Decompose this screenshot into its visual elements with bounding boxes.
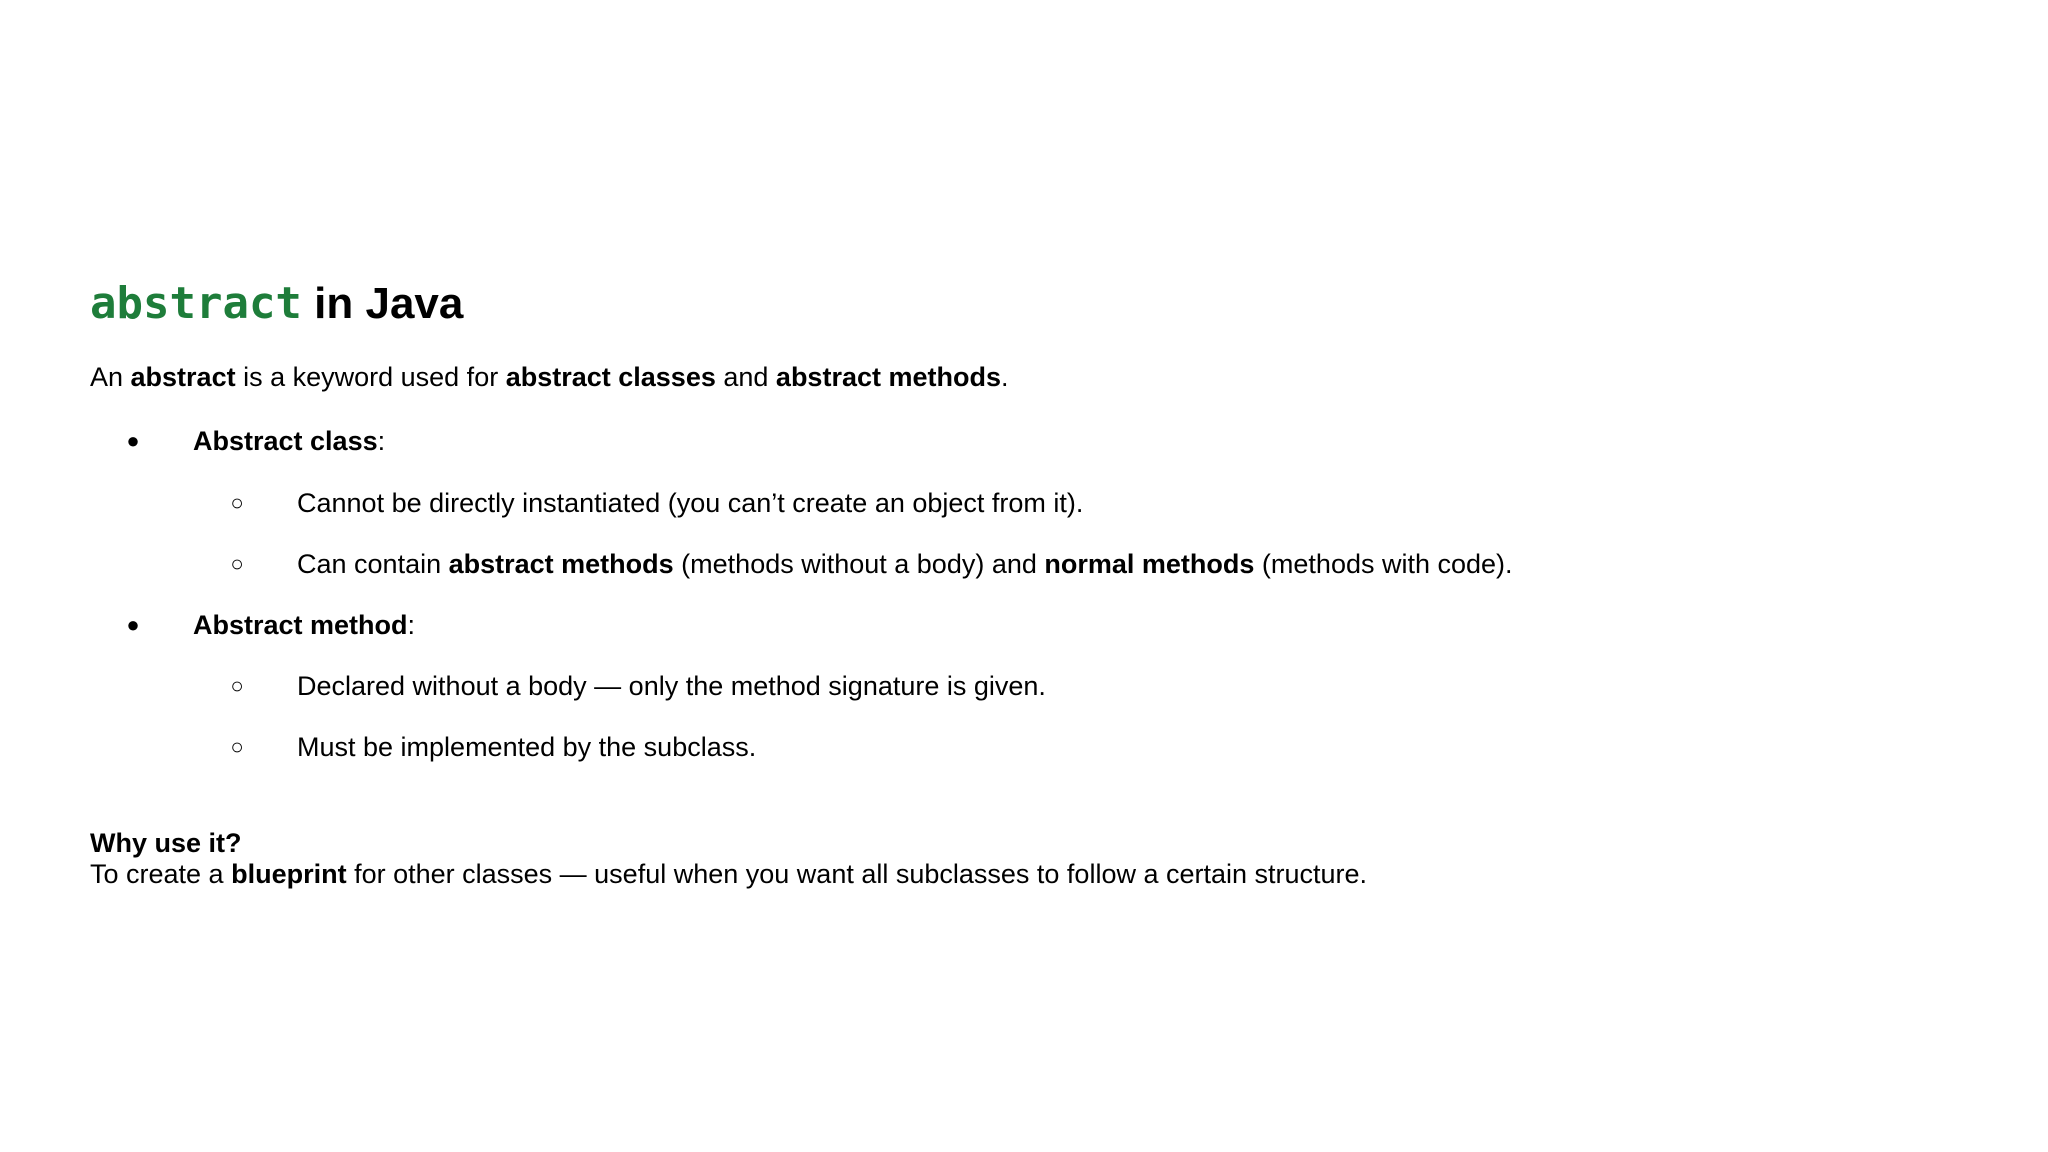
sub-bullet-circle-icon: ○ [230,734,244,759]
sub-bullet-circle-icon: ○ [230,490,244,515]
contains-bold-1: abstract methods [448,549,674,579]
list-item-must-implement: Must be implemented by the subclass. [297,732,757,762]
title-rest: in Java [314,279,464,328]
title-keyword: abstract [90,278,302,329]
why-text-2: for other classes — useful when you want all subclasses to follow a certain structure. [346,859,1368,889]
abstract-method-suffix: : [407,610,416,640]
list-item-instantiation: Cannot be directly instantiated (you can’t create an object from it). [297,488,1084,518]
page-title [90,276,463,332]
why-heading: Why use it? [90,828,242,858]
sub-bullet-circle-icon: ○ [230,551,244,576]
abstract-class-label: Abstract class [193,426,378,456]
sub-bullet-circle-icon: ○ [230,673,244,698]
contains-bold-2: normal methods [1044,549,1255,579]
intro-text-1: An [90,362,131,392]
list-item-declared-without-body: Declared without a body — only the method signature is given. [297,671,1046,701]
abstract-class-suffix: : [377,426,386,456]
intro-paragraph [90,360,1009,394]
bullet-dot-icon: ● [126,428,140,453]
why-text-1: To create a [90,859,232,889]
contains-text-1: Can contain [297,549,449,579]
bullet-dot-icon: ● [126,612,140,637]
intro-text-2: is a keyword used for [235,362,506,392]
intro-bold-2: abstract classes [505,362,716,392]
list-item-abstract-method [193,608,415,642]
intro-bold-3: abstract methods [775,362,1001,392]
abstract-method-label: Abstract method [193,610,408,640]
contains-text-2: (methods without a body) and [673,549,1045,579]
why-bold-1: blueprint [231,859,347,889]
contains-text-3: (methods with code). [1254,549,1513,579]
why-paragraph [90,857,1367,891]
intro-text-3: and [715,362,776,392]
list-item-contains-methods [297,547,1513,581]
intro-bold-1: abstract [130,362,236,392]
list-item-abstract-class [193,424,385,458]
intro-text-4: . [1000,362,1009,392]
